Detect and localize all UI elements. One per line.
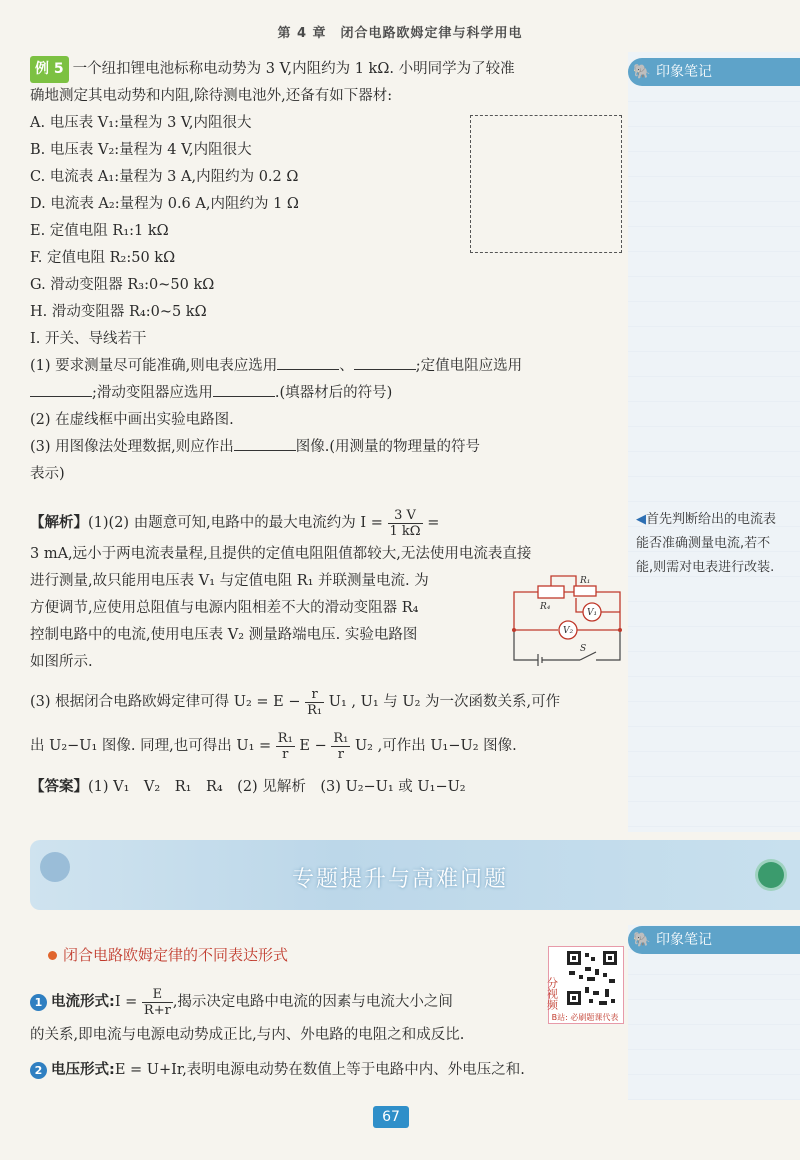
analysis-text: 出 U₂−U₁ 图像. 同理,也可得出 U₁ = (30, 738, 272, 754)
number-icon: 1 (30, 994, 47, 1011)
analysis-line: 方便调节,应使用总阻值与电源内阻相差不大的滑动变阻器 R₄ (30, 600, 419, 616)
label-r1: R₁ (580, 576, 591, 586)
option-c: C. 电流表 A₁:量程为 3 A,内阻约为 0.2 Ω (30, 169, 299, 185)
item-label: 电流形式: (51, 994, 115, 1010)
example-text: 确地测定其电动势和内阻,除待测电池外,还备有如下器材: (30, 88, 393, 104)
fraction-num: E (142, 987, 173, 1003)
item-2 (30, 1057, 626, 1084)
section-body-cont (30, 1022, 626, 1084)
example-tag: 例 5 (30, 56, 69, 83)
analysis-line (30, 505, 626, 541)
notes-tab (628, 58, 800, 86)
chapter-header: 第 4 章 闭合电路欧姆定律与科学用电 (277, 26, 523, 41)
answer-blank[interactable] (354, 355, 416, 370)
analysis-line: 如图所示. (30, 654, 93, 670)
elephant-icon: 🐘 (633, 932, 651, 948)
fraction-den: r (337, 746, 344, 762)
bullet-icon (48, 951, 57, 960)
answer-label: 【答案】 (30, 779, 88, 795)
question-1-cont (30, 380, 626, 407)
example-text: 一个纽扣锂电池标称电动势为 3 V,内阻约为 1 kΩ. 小明同学为了较准 (72, 61, 515, 77)
analysis-text: U₁ , U₁ 与 U₂ 为一次函数关系,可作 (328, 694, 561, 710)
question-3 (30, 434, 626, 461)
margin-note-text: 首先判断给出的电流表能否准确测量电流,若不能,则需对电表进行改装. (636, 512, 777, 575)
fraction (388, 508, 423, 539)
q3-text: 图像.(用测量的物理量的符号 (295, 439, 481, 455)
analysis-text: U₂ ,可作出 U₁−U₂ 图像. (354, 738, 517, 754)
analysis-text: (3) 根据闭合电路欧姆定律可得 U₂ = E − (30, 694, 301, 710)
number-icon: 2 (30, 1062, 47, 1079)
item-text: I = (114, 994, 138, 1010)
question-1 (30, 353, 626, 380)
label-v1: V₁ (587, 608, 598, 618)
analysis-label: 【解析】 (30, 515, 88, 531)
fraction-num: R₁ (333, 730, 349, 746)
fraction (305, 687, 324, 718)
option-d: D. 电流表 A₂:量程为 0.6 A,内阻约为 1 Ω (30, 196, 299, 212)
answer-text: (1) V₁ V₂ R₁ R₄ (2) 见解析 (3) U₂−U₁ 或 U₁−U₂ (88, 779, 466, 795)
analysis-line (30, 724, 626, 768)
fraction (276, 731, 295, 762)
circuit-diagram (508, 568, 626, 668)
section-heading (48, 944, 288, 965)
item-text: ,揭示决定电路中电流的因素与电流大小之间 (172, 994, 453, 1010)
elephant-icon: 🐘 (633, 64, 651, 80)
answer-blank[interactable] (213, 382, 275, 397)
answer-blank[interactable] (234, 436, 296, 451)
fraction-num: r (305, 687, 324, 703)
fraction (142, 987, 173, 1018)
analysis-text: = (427, 515, 440, 531)
answer-line (30, 774, 626, 801)
fraction-den: r (282, 746, 289, 762)
q1-sep: 、 (339, 358, 354, 374)
notes-sidebar (628, 52, 800, 832)
circuit-drawing-box (470, 115, 622, 253)
fraction-den: R+r (143, 1002, 171, 1018)
analysis-text: E − (299, 738, 327, 754)
item-text: E = U+Ir,表明电源电动势在数值上等于电路中内、外电压之和. (114, 1062, 525, 1078)
qr-icon (545, 947, 623, 1011)
qr-caption: B站: 必刷题课代表 (551, 1013, 619, 1022)
label-r4: R₄ (540, 602, 551, 612)
notes-tab-2 (628, 926, 800, 954)
answer-blank[interactable] (30, 382, 92, 397)
option-i: I. 开关、导线若干 (30, 331, 147, 347)
analysis-text: (1)(2) 由题意可知,电路中的最大电流约为 I = (88, 515, 383, 531)
section-title: 闭合电路欧姆定律的不同表达形式 (63, 946, 289, 964)
analysis-line (30, 680, 626, 724)
item-1 (30, 982, 560, 1022)
banner-title: 专题提升与高难问题 (291, 867, 508, 892)
page-number: 67 (373, 1106, 409, 1128)
option-b: B. 电压表 V₂:量程为 4 V,内阻很大 (30, 142, 252, 158)
analysis-line: 3 mA,远小于两电流表量程,且提供的定值电阻阻值都较大,无法使用电流表直接 (30, 546, 532, 562)
pointer-icon: ◀ (636, 512, 646, 527)
option-f: F. 定值电阻 R₂:50 kΩ (30, 250, 176, 266)
fraction-den: R₁ (307, 702, 323, 718)
item-label: 电压形式: (51, 1062, 115, 1078)
option-e: E. 定值电阻 R₁:1 kΩ (30, 223, 169, 239)
fraction-num: R₁ (277, 730, 293, 746)
label-v2: V₂ (563, 626, 574, 636)
qr-side-text: 分视频 (545, 977, 559, 1010)
option-a: A. 电压表 V₁:量程为 3 V,内阻很大 (30, 115, 252, 131)
notes-tab-label: 印象笔记 (656, 64, 712, 80)
option-h: H. 滑动变阻器 R₄:0~5 kΩ (30, 304, 207, 320)
q1-text: ;滑动变阻器应选用 (92, 385, 213, 401)
item-1-cont: 的关系,即电流与电源电动势成正比,与内、外电路的电阻之和成反比. (30, 1027, 465, 1043)
margin-note (636, 508, 776, 580)
section-body (30, 982, 560, 1022)
answer-blank[interactable] (277, 355, 339, 370)
question-2: (2) 在虚线框中画出实验电路图. (30, 412, 234, 428)
fraction-den: 1 kΩ (389, 523, 421, 539)
q1-text: .(填器材后的符号) (274, 385, 393, 401)
analysis-line: 进行测量,故只能用电压表 V₁ 与定值电阻 R₁ 并联测量电流. 为 (30, 573, 429, 589)
option-g: G. 滑动变阻器 R₃:0~50 kΩ (30, 277, 215, 293)
q1-text: ;定值电阻应选用 (415, 358, 523, 374)
question-3-cont: 表示) (30, 466, 65, 482)
label-switch: S (580, 644, 587, 654)
fraction (331, 731, 350, 762)
q3-text: (3) 用图像法处理数据,则应作出 (30, 439, 234, 455)
fraction-num: 3 V (388, 508, 423, 524)
notes-tab-label: 印象笔记 (656, 932, 712, 948)
q1-text: (1) 要求测量尽可能准确,则电表应选用 (30, 358, 278, 374)
analysis-line: 控制电路中的电流,使用电压表 V₂ 测量路端电压. 实验电路图 (30, 627, 418, 643)
